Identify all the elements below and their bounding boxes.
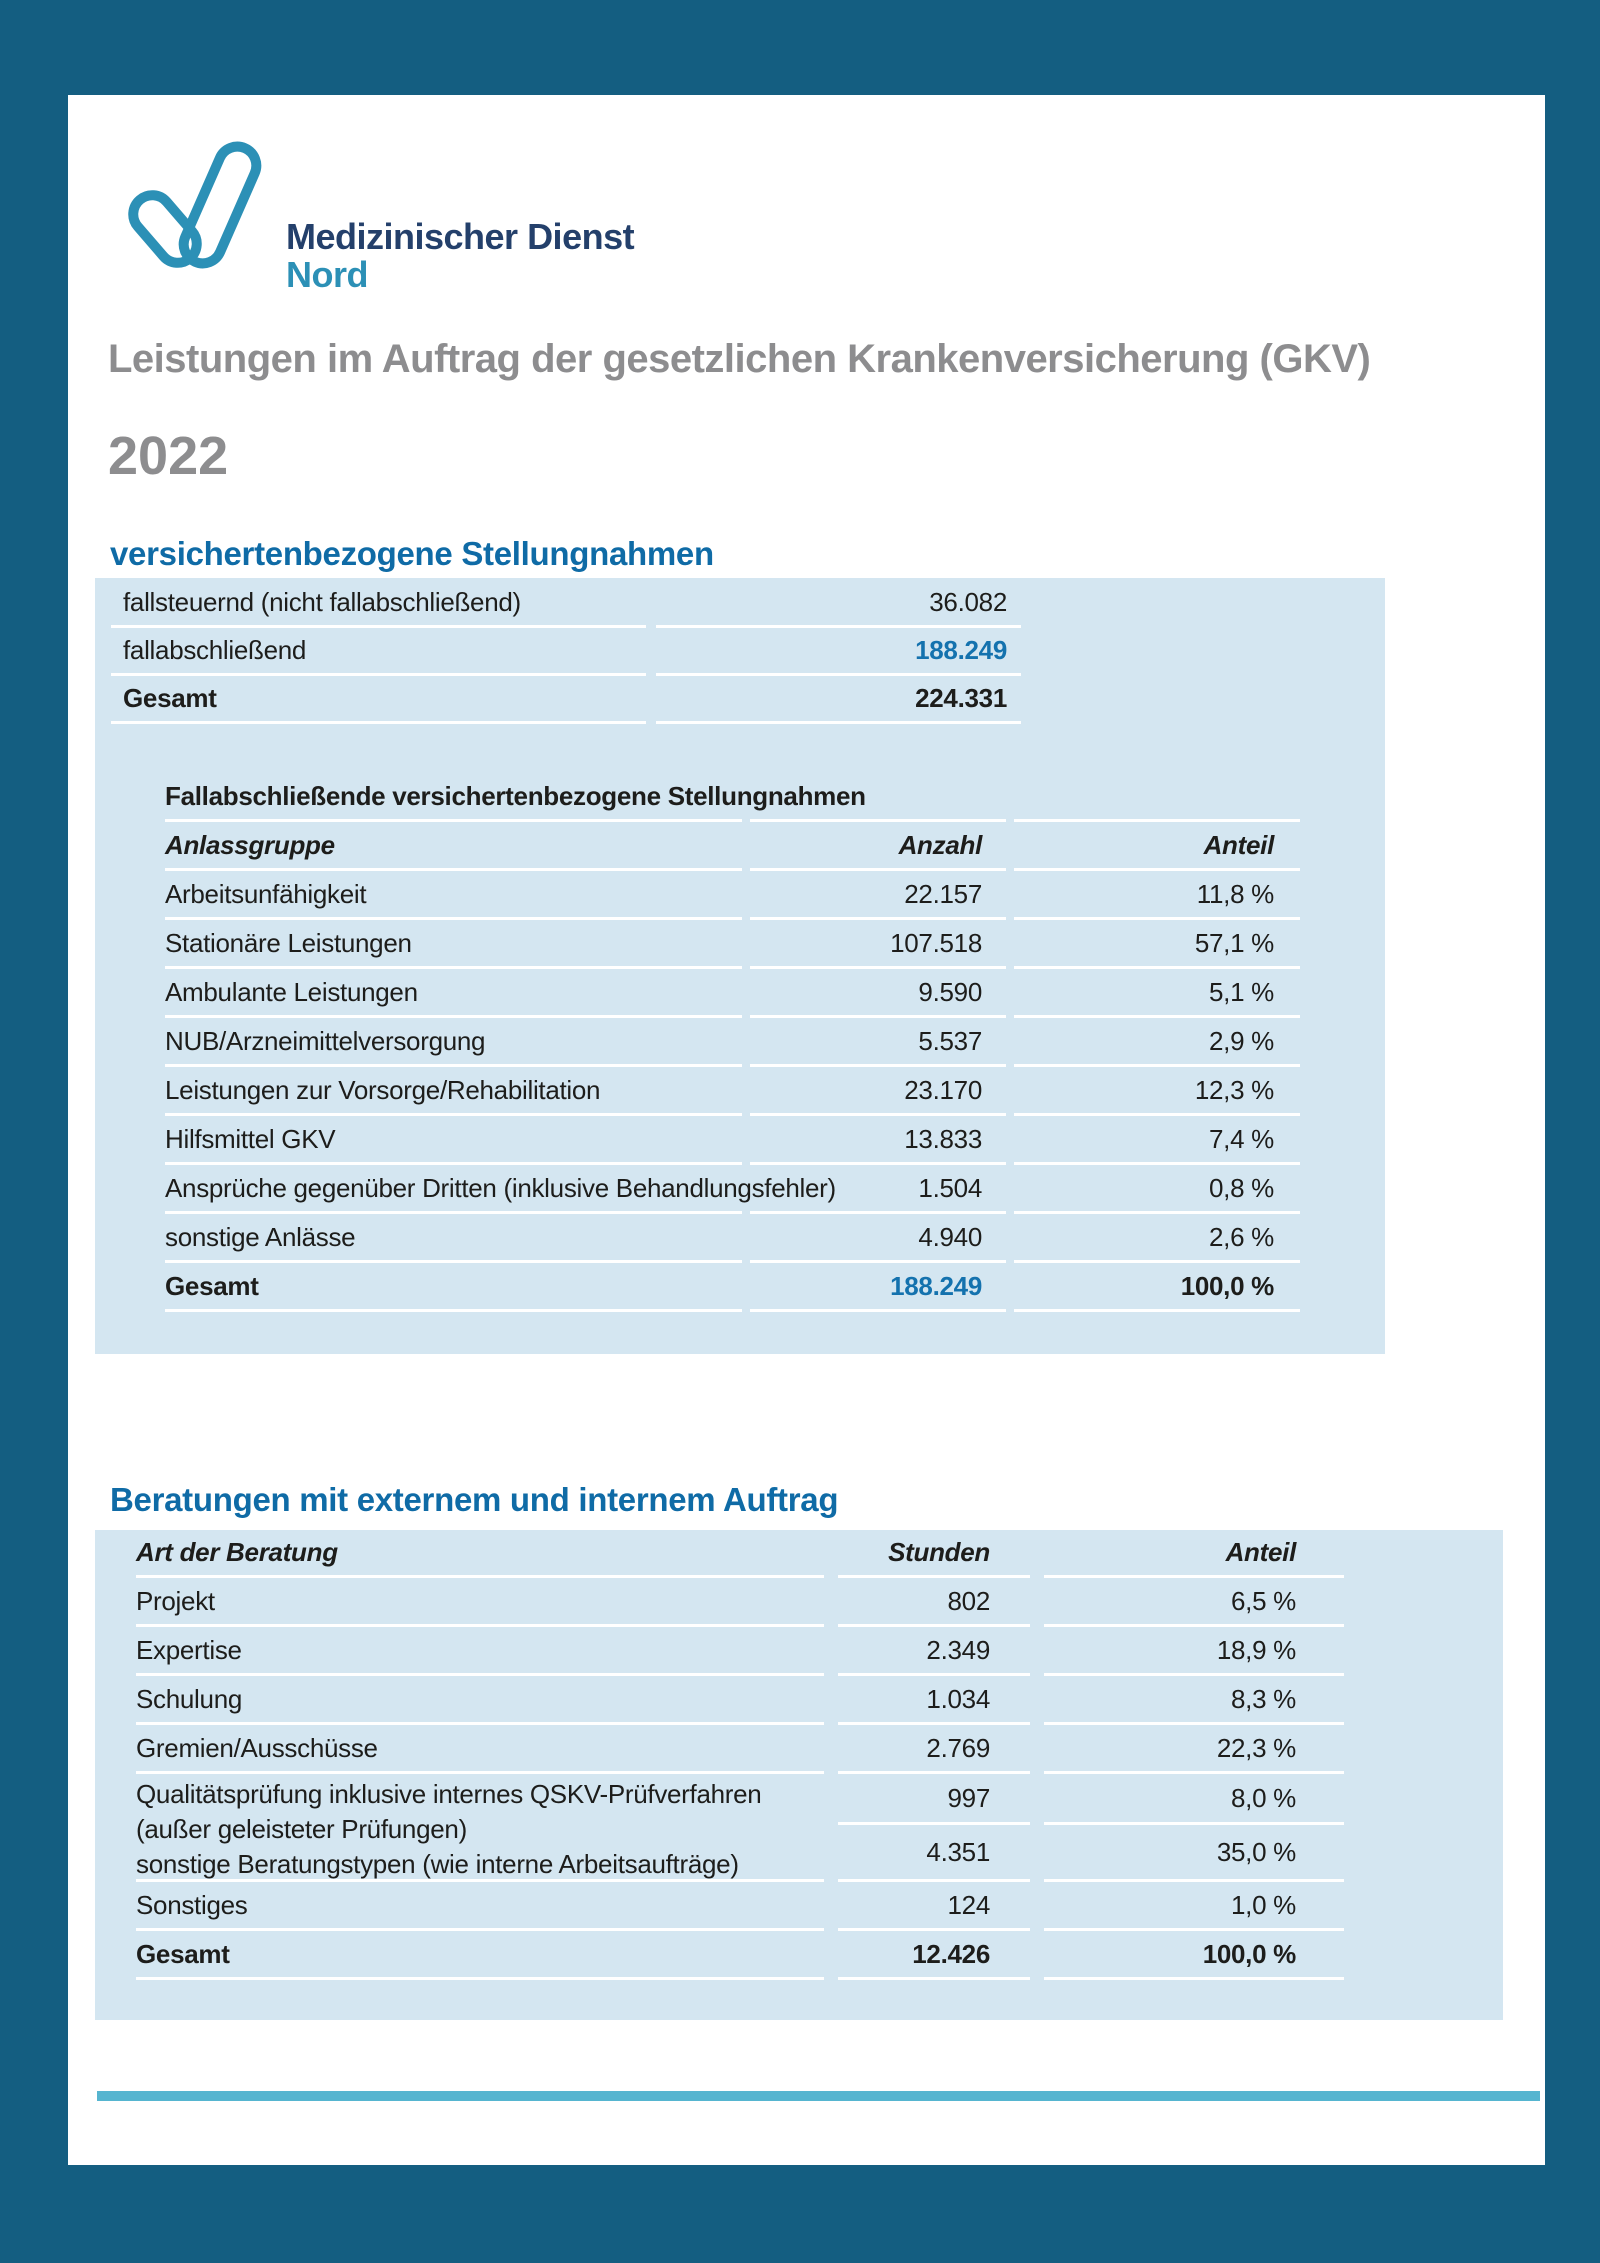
spacer-cell: [750, 773, 1006, 822]
column-header-anzahl: Anzahl: [750, 822, 1006, 871]
row-share: 2,9 %: [1014, 1018, 1300, 1067]
row-label: Ambulante Leistungen: [165, 969, 742, 1018]
subtable-title-row: [165, 773, 1385, 822]
logo: [128, 140, 634, 294]
column-header-anteil: Anteil: [1044, 1530, 1344, 1578]
row-label: Gesamt: [136, 1931, 824, 1980]
row-count: 23.170: [750, 1067, 1006, 1116]
row-label: Hilfsmittel GKV: [165, 1116, 742, 1165]
report-page: [68, 95, 1545, 2165]
checkmark-logo-icon: [128, 140, 278, 270]
table-row: [165, 871, 1385, 920]
row-share: 8,0 %: [1044, 1774, 1344, 1825]
row-share: 7,4 %: [1014, 1116, 1300, 1165]
row-label: fallabschließend: [111, 628, 646, 676]
table-row: [165, 920, 1385, 969]
table-row: [136, 1627, 1503, 1676]
table-row-total: [165, 1263, 1385, 1312]
logo-region: Nord: [286, 254, 368, 295]
row-label: Gesamt: [111, 676, 646, 724]
statements-summary-table: [111, 580, 1385, 724]
row-hours: 124: [838, 1882, 1030, 1931]
section1-heading: versichertenbezogene Stellungnahmen: [110, 535, 714, 572]
logo-name: Medizinischer Dienst: [286, 216, 635, 257]
row-share: 8,3 %: [1044, 1676, 1344, 1725]
row-label: Gremien/Ausschüsse: [136, 1725, 824, 1774]
row-hours: 1.034: [838, 1676, 1030, 1725]
merged-row-values: [838, 1774, 1344, 1882]
row-share: 2,6 %: [1014, 1214, 1300, 1263]
merged-value-row: [838, 1774, 1344, 1825]
row-value: 224.331: [656, 676, 1021, 724]
merged-row-labels: [136, 1774, 824, 1882]
row-label: Sonstiges: [136, 1882, 824, 1931]
row-label: Schulung: [136, 1676, 824, 1725]
consultations-table: [136, 1530, 1503, 1980]
logo-text: [286, 218, 634, 294]
row-label: Ansprüche gegenüber Dritten (inklusive Behandlungsfehler): [165, 1165, 742, 1214]
row-count: 5.537: [750, 1018, 1006, 1067]
row-value: 36.082: [656, 580, 1021, 628]
column-header-anteil: Anteil: [1014, 822, 1300, 871]
row-share: 1,0 %: [1044, 1882, 1344, 1931]
row-share: 57,1 %: [1014, 920, 1300, 969]
statements-panel: [95, 578, 1385, 1354]
table-row-merged: [136, 1774, 1503, 1882]
table-row: [165, 1116, 1385, 1165]
row-label: Projekt: [136, 1578, 824, 1627]
footer-rule: [97, 2091, 1540, 2101]
table-row: [165, 1018, 1385, 1067]
table-row: [165, 1214, 1385, 1263]
row-count: 188.249: [750, 1263, 1006, 1312]
subtable-header-row: [165, 822, 1385, 871]
row-share: 100,0 %: [1014, 1263, 1300, 1312]
row-share: 6,5 %: [1044, 1578, 1344, 1627]
spacer-cell: [1014, 773, 1300, 822]
consultations-panel: [95, 1530, 1503, 2020]
table-row: [111, 580, 1385, 628]
row-value: 188.249: [656, 628, 1021, 676]
row-share: 0,8 %: [1014, 1165, 1300, 1214]
row-label: sonstige Anlässe: [165, 1214, 742, 1263]
merged-value-row: [838, 1825, 1344, 1882]
column-header-art-der-beratung: Art der Beratung: [136, 1530, 824, 1578]
row-hours: 4.351: [838, 1825, 1030, 1882]
row-share: 11,8 %: [1014, 871, 1300, 920]
row-hours: 802: [838, 1578, 1030, 1627]
table-row: [111, 628, 1385, 676]
row-count: 4.940: [750, 1214, 1006, 1263]
row-share: 35,0 %: [1044, 1825, 1344, 1882]
row-count: 107.518: [750, 920, 1006, 969]
statements-subtable: [165, 773, 1385, 1312]
column-header-stunden: Stunden: [838, 1530, 1030, 1578]
row-count: 22.157: [750, 871, 1006, 920]
row-count: 9.590: [750, 969, 1006, 1018]
table-row: [136, 1676, 1503, 1725]
table-row: [136, 1578, 1503, 1627]
page-title: Leistungen im Auftrag der gesetzlichen Krankenversicherung (GKV): [108, 337, 1371, 381]
row-hours: 2.349: [838, 1627, 1030, 1676]
row-hours: 12.426: [838, 1931, 1030, 1980]
section2-heading: Beratungen mit externem und internem Auftrag: [110, 1481, 839, 1518]
row-label: Expertise: [136, 1627, 824, 1676]
row-share: 100,0 %: [1044, 1931, 1344, 1980]
row-share: 18,9 %: [1044, 1627, 1344, 1676]
row-share: 22,3 %: [1044, 1725, 1344, 1774]
table-row: [165, 1165, 1385, 1214]
table-row: [136, 1725, 1503, 1774]
row-label: Stationäre Leistungen: [165, 920, 742, 969]
row-share: 5,1 %: [1014, 969, 1300, 1018]
report-year: 2022: [108, 426, 229, 486]
row-hours: 2.769: [838, 1725, 1030, 1774]
row-label: Qualitätsprüfung inklusive internes QSKV-Prüfverfahren (außer geleisteter Prüfungen): [136, 1779, 762, 1844]
table-row: [165, 969, 1385, 1018]
subtable-title: Fallabschließende versichertenbezogene Stellungnahmen: [165, 773, 742, 822]
row-label: sonstige Beratungstypen (wie interne Arbeitsaufträge): [136, 1849, 739, 1879]
row-hours: 997: [838, 1774, 1030, 1825]
row-share: 12,3 %: [1014, 1067, 1300, 1116]
table-row: [165, 1067, 1385, 1116]
row-label: fallsteuernd (nicht fallabschließend): [111, 580, 646, 628]
column-header-anlassgruppe: Anlassgruppe: [165, 822, 742, 871]
table-row-total: [136, 1931, 1503, 1980]
table-row: [136, 1882, 1503, 1931]
row-label: Arbeitsunfähigkeit: [165, 871, 742, 920]
row-label: NUB/Arzneimittelversorgung: [165, 1018, 742, 1067]
row-label: Leistungen zur Vorsorge/Rehabilitation: [165, 1067, 742, 1116]
table-row-total: [111, 676, 1385, 724]
row-count: 13.833: [750, 1116, 1006, 1165]
row-count: 1.504: [750, 1165, 1006, 1214]
table-header-row: [136, 1530, 1503, 1578]
row-label: Gesamt: [165, 1263, 742, 1312]
